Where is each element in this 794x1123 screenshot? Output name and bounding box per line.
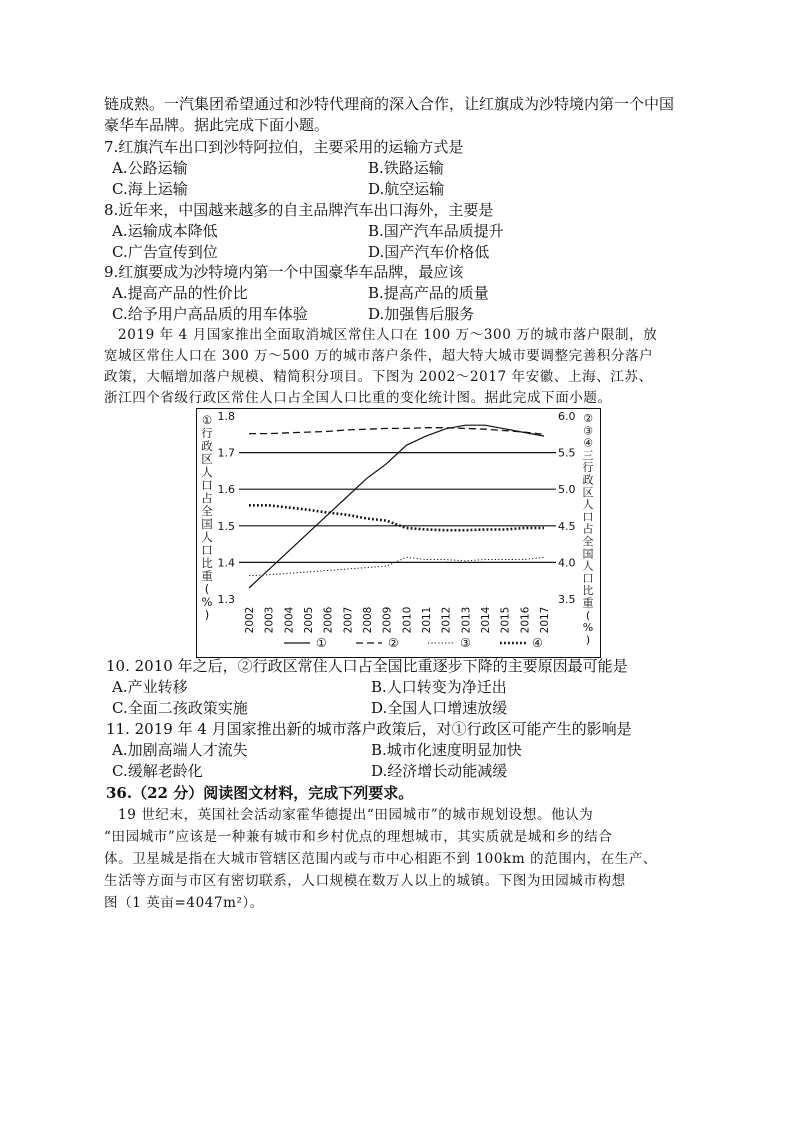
- q36-line-3: 体。卫星城是指在大城市管辖区范围内或与市中心相距不到 100km 的范围内，在生产、: [104, 851, 658, 867]
- x-tick-label: 2016: [519, 606, 532, 634]
- x-tick-label: 2015: [499, 606, 512, 634]
- right-tick-label: 3.5: [558, 593, 576, 606]
- right-tick-label: 5.0: [558, 483, 576, 497]
- q8-option-b: B.国产汽车品质提升: [368, 222, 504, 240]
- q10-option-d: D.全国人口增速放缓: [371, 699, 508, 717]
- right-axis-label-char: ③: [583, 424, 593, 438]
- q9-option-b: B.提高产品的质量: [368, 284, 489, 302]
- q36-line-5: 图（1 英亩=4047m²）。: [104, 895, 265, 911]
- left-axis-label-char: ①: [201, 413, 213, 427]
- left-axis-label-char: 重: [201, 569, 213, 583]
- right-axis-label-char: 行: [582, 461, 594, 475]
- intro-line-1: 链成熟。一汽集团希望通过和沙特代理商的深入合作，让红旗成为沙特境内第一个中国: [104, 95, 675, 113]
- q10-option-c: C.全面二孩政策实施: [112, 699, 248, 717]
- q7-option-b: B.铁路运输: [368, 159, 444, 177]
- left-axis-label: [201, 413, 213, 622]
- q11-option-c: C.缓解老龄化: [112, 762, 203, 780]
- right-axis-label-char: ): [585, 633, 591, 647]
- x-tick-label: 2010: [401, 606, 414, 634]
- right-axis-label-char: 国: [582, 547, 594, 561]
- x-tick-label: 2003: [263, 606, 276, 634]
- x-tick-label: 2012: [440, 606, 453, 634]
- left-axis-label-char: 人: [201, 465, 213, 479]
- question-9: 9.红旗要成为沙特境内第一个中国豪华车品牌，最应该: [104, 263, 464, 281]
- q10-option-a: A.产业转移: [112, 678, 188, 696]
- q7-option-c: C.海上运输: [112, 180, 188, 198]
- left-tick-label: 1.7: [217, 446, 235, 460]
- right-axis-label-char: ②: [583, 412, 593, 425]
- right-axis-label-char: 口: [582, 510, 594, 524]
- right-tick-label: 6.0: [558, 410, 576, 423]
- right-axis-label-char: 人: [582, 498, 594, 512]
- x-tick-label: 2017: [539, 606, 551, 634]
- chart-legend: [284, 636, 543, 650]
- q9-option-a: A.提高产品的性价比: [112, 284, 248, 302]
- left-axis-ticks: [218, 410, 236, 606]
- right-tick-label: 5.5: [558, 446, 576, 460]
- right-axis-label: [583, 412, 594, 646]
- q8-option-d: D.国产汽车价格低: [368, 243, 490, 261]
- series-line-①: [249, 425, 544, 588]
- left-axis-label-char: 行: [201, 426, 213, 440]
- question-7: 7.红旗汽车出口到沙特阿拉伯，主要采用的运输方式是: [104, 138, 464, 156]
- series-line-②: [249, 428, 544, 435]
- left-axis-label-char: ): [204, 608, 210, 622]
- right-axis-label-char: 三: [582, 448, 594, 462]
- q7-option-d: D.航空运输: [368, 180, 445, 198]
- q10-option-b: B.人口转变为净迁出: [371, 678, 507, 696]
- q9-option-d: D.加强售后服务: [368, 305, 475, 323]
- x-axis-ticks: [244, 606, 551, 633]
- x-tick-label: 2002: [244, 606, 256, 634]
- left-axis-label-char: 区: [201, 452, 213, 466]
- right-axis-label-char: %: [582, 621, 594, 635]
- legend-label: ④: [532, 636, 543, 650]
- right-tick-label: 4.5: [558, 519, 576, 533]
- legend-label: ①: [316, 636, 327, 650]
- right-axis-label-char: 比: [582, 584, 594, 598]
- question-36: 36.（22 分）阅读图文材料，完成下列要求。: [106, 784, 414, 802]
- right-axis-ticks: [558, 410, 576, 606]
- left-axis-label-char: 政: [201, 439, 213, 453]
- left-tick-label: 1.6: [217, 483, 235, 497]
- intro-line-2: 豪华车品牌。据此完成下面小题。: [104, 116, 330, 134]
- q11-option-d: D.经济增长动能减缓: [371, 762, 508, 780]
- left-tick-label: 1.3: [217, 593, 235, 606]
- left-tick-label: 1.4: [217, 556, 235, 570]
- q11-option-a: A.加剧高端人才流失: [112, 741, 248, 759]
- left-axis-label-char: 口: [201, 478, 213, 492]
- right-axis-label-char: 重: [582, 596, 594, 610]
- x-tick-label: 2011: [421, 606, 433, 634]
- left-axis-label-char: %: [201, 595, 213, 609]
- x-tick-label: 2004: [283, 606, 296, 634]
- legend-label: ②: [388, 636, 399, 650]
- passage2-line-2: 宽城区常住人口在 300 万～500 万的城市落户条件，超大特大城市要调整完善积分落户: [104, 348, 654, 364]
- chart-series: [249, 425, 544, 588]
- passage2-line-1: 2019 年 4 月国家推出全面取消城区常住人口在 100 万～300 万的城市落户限制，放: [118, 327, 658, 343]
- q7-option-a: A.公路运输: [112, 159, 188, 177]
- q8-option-a: A.运输成本降低: [112, 222, 218, 240]
- left-tick-label: 1.5: [217, 519, 235, 533]
- q8-option-c: C.广告宣传到位: [112, 243, 218, 261]
- left-axis-label-char: 占: [201, 491, 213, 505]
- series-line-④: [249, 505, 544, 530]
- passage2-line-3: 政策，大幅增加落户规模、精简积分项目。下图为 2002～2017 年安徽、上海、江苏、: [104, 369, 653, 385]
- right-axis-label-char: 区: [582, 485, 594, 499]
- x-tick-label: 2009: [381, 606, 394, 634]
- right-axis-label-char: ④: [583, 436, 593, 450]
- q36-line-2: “田园城市”应该是一种兼有城市和乡村优点的理想城市，其实质就是城和乡的结合: [104, 829, 613, 845]
- q36-line-1: 19 世纪末，英国社会活动家霍华德提出“田园城市”的城市规划设想。他认为: [118, 807, 594, 823]
- left-tick-label: 1.8: [217, 410, 235, 423]
- q9-option-c: C.给予用户高品质的用车体验: [112, 305, 308, 323]
- x-tick-label: 2014: [480, 606, 492, 634]
- right-axis-label-char: 全: [582, 535, 594, 548]
- left-axis-label-char: 国: [201, 517, 213, 531]
- x-tick-label: 2013: [460, 606, 473, 634]
- left-axis-label-char: (: [204, 582, 210, 596]
- question-10: 10. 2010 年之后，②行政区常住人口占全国比重逐步下降的主要原因最可能是: [106, 657, 628, 675]
- right-axis-label-char: 占: [582, 522, 594, 536]
- left-axis-label-char: 全: [201, 504, 213, 518]
- right-axis-label-char: 人: [582, 559, 594, 573]
- right-axis-label-char: (: [585, 608, 591, 622]
- question-11: 11. 2019 年 4 月国家推出新的城市落户政策后，对①行政区可能产生的影响是: [106, 720, 632, 738]
- legend-label: ③: [460, 636, 471, 650]
- right-axis-label-char: 政: [582, 473, 594, 487]
- q11-option-b: B.城市化速度明显加快: [371, 741, 522, 759]
- population-share-chart: [196, 408, 601, 658]
- passage2-line-4: 浙江四个省级行政区常住人口占全国人口比重的变化统计图。据此完成下面小题。: [104, 390, 612, 406]
- left-axis-label-char: 口: [201, 543, 213, 557]
- x-tick-label: 2006: [322, 606, 335, 634]
- x-tick-label: 2007: [342, 606, 355, 634]
- series-line-③: [249, 557, 544, 575]
- right-tick-label: 4.0: [558, 556, 576, 570]
- x-tick-label: 2005: [303, 606, 315, 634]
- question-8: 8.近年来，中国越来越多的自主品牌汽车出口海外，主要是: [104, 201, 494, 219]
- q36-line-4: 生活等方面与市区有密切联系，人口规模在数万人以上的城镇。下图为田园城市构想: [104, 873, 626, 889]
- x-tick-label: 2008: [362, 606, 374, 634]
- right-axis-label-char: 口: [582, 571, 594, 585]
- left-axis-label-char: 人: [201, 530, 213, 544]
- left-axis-label-char: 比: [201, 556, 213, 570]
